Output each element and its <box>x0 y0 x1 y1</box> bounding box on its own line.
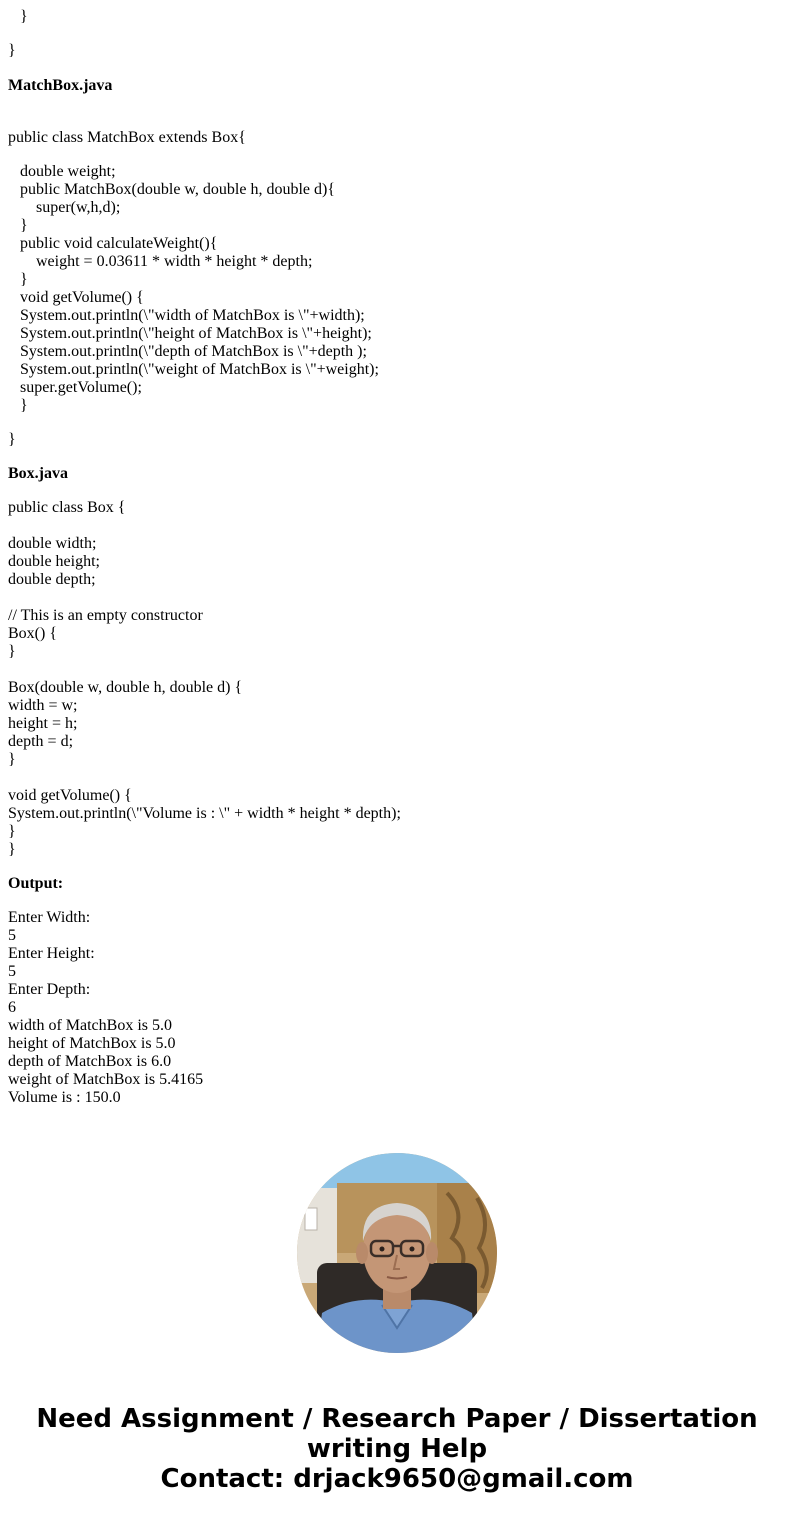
output-line: depth of MatchBox is 6.0 <box>8 1053 172 1070</box>
code-line: super.getVolume(); <box>20 379 142 396</box>
output-line: Volume is : 150.0 <box>8 1089 121 1106</box>
code-line: double width; <box>8 535 97 552</box>
code-line: double weight; <box>20 163 116 180</box>
code-line: public void calculateWeight(){ <box>20 235 218 252</box>
code-line: public MatchBox(double w, double h, double d){ <box>20 181 336 198</box>
output-line: width of MatchBox is 5.0 <box>8 1017 172 1034</box>
code-line: } <box>20 8 28 25</box>
code-line: } <box>20 217 28 234</box>
code-line: } <box>8 643 16 660</box>
code-line: double depth; <box>8 571 96 588</box>
code-line: public class MatchBox extends Box{ <box>8 129 246 146</box>
output-line: Enter Depth: <box>8 981 91 998</box>
output-heading: Output: <box>8 875 64 892</box>
output-line: Enter Height: <box>8 945 95 962</box>
code-line: double height; <box>8 553 100 570</box>
code-line: Box(double w, double h, double d) { <box>8 679 243 696</box>
code-line: width = w; <box>8 697 78 714</box>
code-line: System.out.println(\"height of MatchBox is \"+height); <box>20 325 372 342</box>
output-line: Enter Width: <box>8 909 91 926</box>
code-line: System.out.println(\"depth of MatchBox is \"+depth ); <box>20 343 367 360</box>
author-avatar <box>297 1153 497 1353</box>
code-line: depth = d; <box>8 733 74 750</box>
file-heading-box: Box.java <box>8 465 68 482</box>
code-line: } <box>8 751 16 768</box>
code-line: weight = 0.03611 * width * height * depth; <box>36 253 313 270</box>
code-line: } <box>20 271 28 288</box>
code-line: public class Box { <box>8 499 126 516</box>
output-line: 5 <box>8 963 16 980</box>
code-line: System.out.println(\"width of MatchBox is \"+width); <box>20 307 365 324</box>
code-line: void getVolume() { <box>8 787 132 804</box>
promo-line-2: writing Help <box>306 1434 488 1464</box>
code-line: height = h; <box>8 715 78 732</box>
promo-contact: Contact: drjack9650@gmail.com <box>160 1464 634 1494</box>
code-line: } <box>20 397 28 414</box>
output-line: 6 <box>8 999 16 1016</box>
code-line: super(w,h,d); <box>36 199 121 216</box>
author-photo-illustration <box>297 1153 497 1353</box>
promo-line-1: Need Assignment / Research Paper / Dissertation <box>36 1404 758 1434</box>
code-line: } <box>8 431 16 448</box>
code-line: } <box>8 823 16 840</box>
file-heading-matchbox: MatchBox.java <box>8 77 113 94</box>
code-comment: // This is an empty constructor <box>8 607 203 624</box>
code-line: System.out.println(\"weight of MatchBox is \"+weight); <box>20 361 379 378</box>
output-line: weight of MatchBox is 5.4165 <box>8 1071 204 1088</box>
code-line: System.out.println(\"Volume is : \" + width * height * depth); <box>8 805 401 822</box>
code-line: Box() { <box>8 625 58 642</box>
output-line: 5 <box>8 927 16 944</box>
code-line: void getVolume() { <box>20 289 144 306</box>
code-line: } <box>8 841 16 858</box>
output-line: height of MatchBox is 5.0 <box>8 1035 176 1052</box>
code-line: } <box>8 42 16 59</box>
